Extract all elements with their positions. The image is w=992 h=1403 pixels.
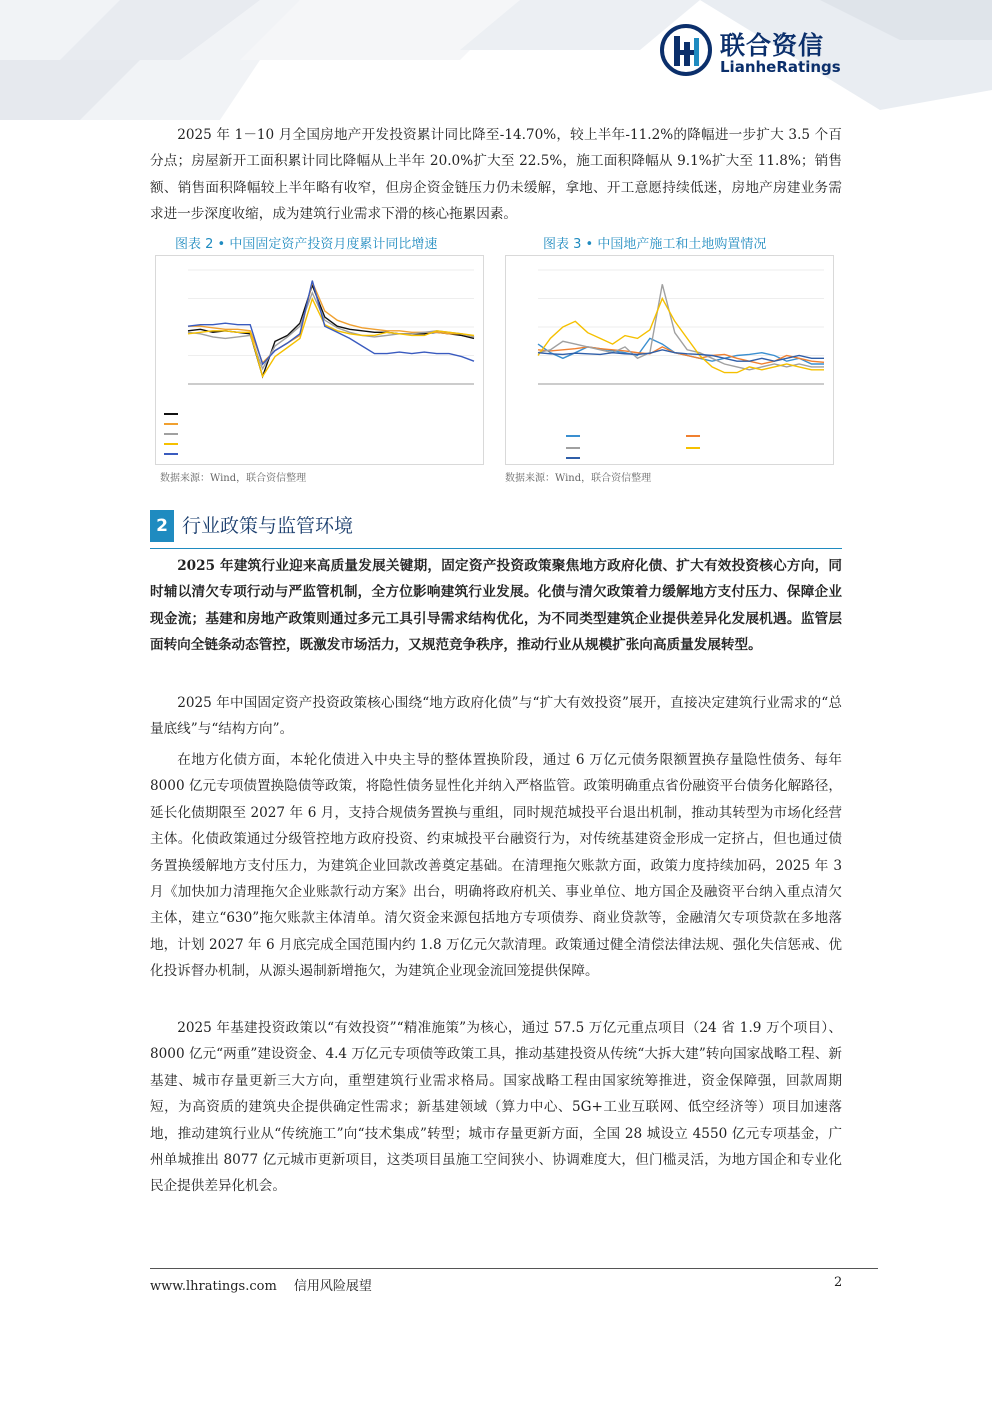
figure-3-plot bbox=[506, 256, 833, 464]
figure-2-source: 数据来源：Wind，联合资信整理 bbox=[160, 473, 307, 484]
figure-2-plot bbox=[156, 256, 483, 464]
figure-3-source: 数据来源：Wind，联合资信整理 bbox=[505, 473, 652, 484]
paragraph-debt-resolution: 在地方化债方面，本轮化债进入中央主导的整体置换阶段，通过 6 万亿元债务限额置换存量隐性债务、每年 8000 亿元专项债置换隐债等政策，将隐性债务显性化并纳入严格监管。政策明确重点省份融资平台债务化解路径，延长化债期限至 2027 年 6 月，支持合规债务置换与重组，同时规范城投平台退出机制，推动其转型为市场化经营主体。化债政策通过分级管控地方政府投资、约束城投平台融资行为，对传统基建资金形成一定挤占，但也通过债务置换缓解地方支付压力，为建筑企业回款改善奠定基础。在清理拖欠账款方面，政策力度持续加码，2025 年 3 月《加快加力清理拖欠企业账款行动方案》出台，明确将政府机关、事业单位、地方国企及融资平台纳入重点清欠主体，建立“630”拖欠账款主体清单。清欠资金来源包括地方专项债券、商业贷款等，金融清欠专项贷款在多地落地，计划 2027 年 6 月底完成全国范围内约 1.8 万亿元欠款清理。政策通过健全清偿法律法规、强化失信惩戒、优化投诉督办机制，从源头遏制新增拖欠，为建筑企业现金流回笼提供保障。 bbox=[150, 752, 842, 980]
page-number: 2 bbox=[834, 1275, 843, 1290]
section-divider bbox=[150, 548, 842, 549]
fig3-series-line-4 bbox=[538, 299, 824, 373]
brand-name-cn: 联合资信 bbox=[720, 31, 825, 60]
paragraph-summary: 2025 年建筑行业迎来高质量发展关键期，固定资产投资政策聚焦地方政府化债、扩大有效投资核心方向，同时辅以清欠专项行动与严监管机制，全方位影响建筑行业发展。化债与清欠政策着力缓解地方支付压力、保障企业现金流；基建和房地产政策则通过多元工具引导需求结构优化，为不同类型建筑企业提供差异化发展机遇。监管层面转向全链条动态管控，既激发市场活力，又规范竞争秩序，推动行业从规模扩张向高质量发展转型。 bbox=[150, 558, 842, 654]
figure-2-title: 图表 2 • 中国固定资产投资月度累计同比增速 bbox=[175, 237, 438, 252]
lianhe-logo-icon bbox=[660, 24, 712, 76]
brand-name-en: LianheRatings bbox=[720, 58, 841, 76]
section-title: 行业政策与监管环境 bbox=[182, 515, 354, 537]
brand-logo bbox=[660, 24, 860, 84]
paragraph-investment-policy: 2025 年中国固定资产投资政策核心围绕“地方政府化债”与“扩大有效投资”展开，直接决定建筑行业需求的“总量底线”与“结构方向”。 bbox=[150, 695, 842, 738]
section-heading bbox=[150, 510, 842, 542]
paragraph-infrastructure: 2025 年基建投资政策以“有效投资”“精准施策”为核心，通过 57.5 万亿元重点项目（24 省 1.9 万个项目）、8000 亿元“两重”建设资金、4.4 万亿元专项债等政策工具，推动基建投资从传统“大拆大建”转向国家战略工程、新基建、城市存量更新三大方向，重塑建筑行业需求格局。国家战略工程由国家统筹推进，资金保障强，回款周期短，为高资质的建筑央企提供确定性需求；新基建领域（算力中心、5G+工业互联网、低空经济等）项目加速落地，推动建筑行业从“传统施工”向“技术集成”转型；城市存量更新方面，全国 28 城设立 4550 亿元专项基金，广州单城推出 8077 亿元城市更新项目，这类项目虽施工空间狭小、协调难度大，但门槛灵活，为地方国企和专业化民企提供差异化机会。 bbox=[150, 1020, 842, 1195]
figure-3-chart bbox=[505, 255, 834, 465]
footer-site: www.lhratings.com 信用风险展望 bbox=[150, 1279, 372, 1294]
footer-divider bbox=[150, 1268, 878, 1269]
section-number: 2 bbox=[150, 510, 174, 542]
paragraph-real-estate: 2025 年 1－10 月全国房地产开发投资累计同比降至-14.70%，较上半年-11.2%的降幅进一步扩大 3.5 个百分点；房屋新开工面积累计同比降幅从上半年 20.0%扩大至 22.5%，施工面积降幅从 9.1%扩大至 11.8%；销售额、销售面积降幅较上半年略有收窄，但房企资金链压力仍未缓解，拿地、开工意愿持续低迷，房地产房建业务需求进一步深度收缩，成为建筑行业需求下滑的核心拖累因素。 bbox=[150, 127, 842, 223]
figure-2-chart bbox=[155, 255, 484, 465]
figure-3-title: 图表 3 • 中国地产施工和土地购置情况 bbox=[543, 237, 767, 252]
